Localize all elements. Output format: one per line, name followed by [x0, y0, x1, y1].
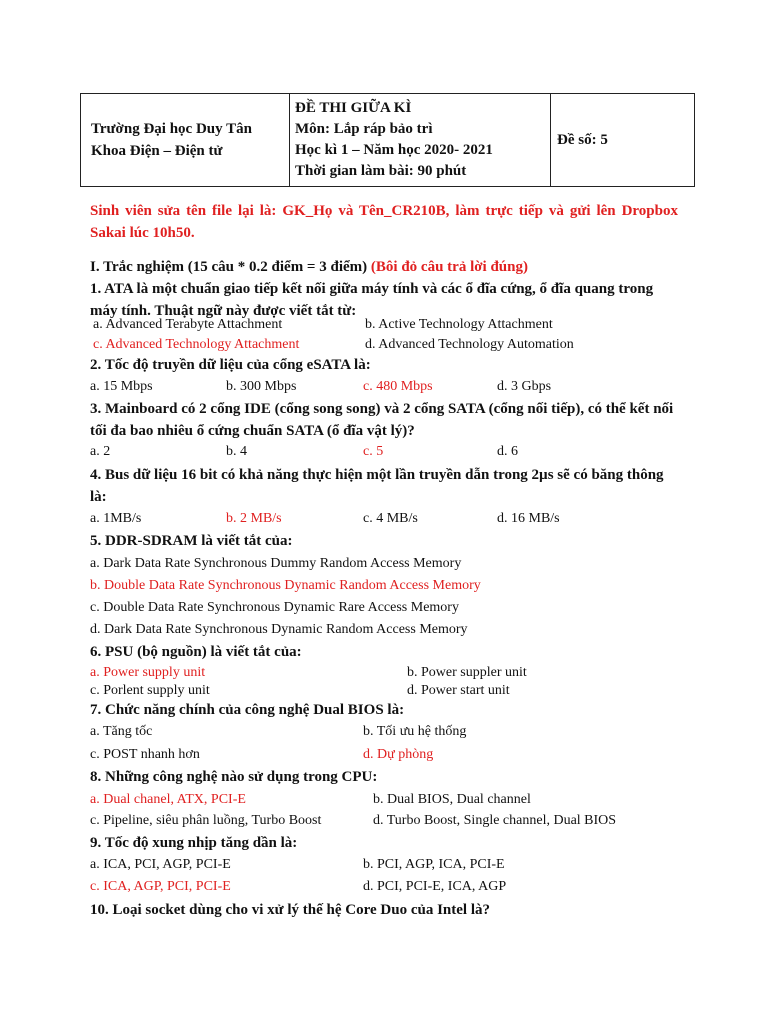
q5-option-d: d. Dark Data Rate Synchronous Dynamic Random Access Memory — [90, 622, 468, 637]
exam-code-cell — [551, 94, 695, 187]
school-name: Trường Đại học Duy Tân — [91, 121, 252, 137]
question-3: 3. Mainboard có 2 cổng IDE (cổng song song) và 2 cổng SATA (cổng nối tiếp), có thể kết nối tối đa bao nhiêu ổ cứng chuẩn SATA (ổ đĩa vật lý)? — [90, 401, 674, 439]
q8-option-c: c. Pipeline, siêu phân luồng, Turbo Boost — [90, 813, 322, 828]
q9-option-d: d. PCI, PCI-E, ICA, AGP — [363, 879, 507, 894]
q9-option-c: c. ICA, AGP, PCI, PCI-E — [90, 879, 231, 894]
q5-option-b: b. Double Data Rate Synchronous Dynamic Random Access Memory — [90, 578, 481, 593]
q5-option-a: a. Dark Data Rate Synchronous Dummy Random Access Memory — [90, 556, 462, 571]
q7-option-d-wrap — [363, 747, 433, 763]
q1-option-b: b. Active Technology Attachment — [365, 317, 553, 332]
q7-option-b: b. Tối ưu hệ thống — [363, 724, 467, 739]
q7-option-d: d. Dự phòng — [363, 747, 434, 762]
question-7: 7. Chức năng chính của công nghệ Dual BIOS là: — [90, 702, 405, 718]
q5-option-c: c. Double Data Rate Synchronous Dynamic Rare Access Memory — [90, 600, 459, 615]
q4-option-a: a. 1MB/s — [90, 511, 142, 526]
q6-option-c: c. Porlent supply unit — [90, 683, 210, 698]
question-10: 10. Loại socket dùng cho vi xử lý thế hệ Core Duo của Intel là? — [90, 902, 490, 918]
exam-header-table — [80, 93, 695, 187]
q3-option-c: c. 5 — [363, 444, 384, 459]
question-1: 1. ATA là một chuẩn giao tiếp kết nối giữa máy tính và các ổ đĩa cứng, ổ đĩa quang trong máy tính. Thuật ngữ này được viết tắt từ: — [90, 281, 654, 319]
q9-option-b: b. PCI, AGP, ICA, PCI-E — [363, 857, 505, 872]
duration: Thời gian làm bài: 90 phút — [295, 163, 467, 179]
exam-title: ĐỀ THI GIỮA KÌ — [295, 100, 412, 116]
q8-option-a: a. Dual chanel, ATX, PCI-E — [90, 792, 246, 807]
q4-option-d: d. 16 MB/s — [497, 511, 560, 526]
q2-option-d: d. 3 Gbps — [497, 379, 552, 394]
q3-option-d: d. 6 — [497, 444, 518, 459]
q7-option-c: c. POST nhanh hơn — [90, 747, 200, 762]
q9-option-a: a. ICA, PCI, AGP, PCI-E — [90, 857, 231, 872]
faculty-name: Khoa Điện – Điện tử — [91, 143, 223, 159]
q8-option-d: d. Turbo Boost, Single channel, Dual BIOS — [373, 813, 617, 828]
school-cell — [81, 94, 290, 187]
q8-option-b: b. Dual BIOS, Dual channel — [373, 792, 531, 807]
question-2: 2. Tốc độ truyền dữ liệu của cổng eSATA là: — [90, 357, 371, 373]
q1-option-d: d. Advanced Technology Automation — [365, 337, 574, 352]
q4-option-b: b. 2 MB/s — [226, 511, 282, 526]
q6-option-a: a. Power supply unit — [90, 665, 206, 680]
section-heading: I. Trắc nghiệm (15 câu * 0.2 điểm = 3 điểm) — [90, 259, 368, 275]
q1-option-c: c. Advanced Technology Attachment — [93, 337, 300, 352]
question-4: 4. Bus dữ liệu 16 bit có khả năng thực hiện một lần truyền dẫn trong 2µs sẽ có băng thông là: — [90, 467, 664, 505]
q4-option-c: c. 4 MB/s — [363, 511, 418, 526]
q3-option-b: b. 4 — [226, 444, 247, 459]
question-5: 5. DDR-SDRAM là viết tắt của: — [90, 533, 293, 549]
q7-option-a: a. Tăng tốc — [90, 724, 153, 739]
question-8: 8. Những công nghệ nào sử dụng trong CPU: — [90, 769, 378, 785]
section-note: (Bôi đỏ câu trả lời đúng) — [370, 259, 528, 275]
q6-option-b: b. Power suppler unit — [407, 665, 527, 680]
q2-option-b: b. 300 Mbps — [226, 379, 297, 394]
instructions: Sinh viên sửa tên file lại là: GK_Họ và Tên_CR210B, làm trực tiếp và gửi lên Dropbox Sakai lúc 10h50. — [90, 203, 678, 241]
q1-option-a: a. Advanced Terabyte Attachment — [93, 317, 283, 332]
q2-option-a: a. 15 Mbps — [90, 379, 153, 394]
exam-info-cell — [290, 94, 551, 187]
question-6: 6. PSU (bộ nguồn) là viết tắt của: — [90, 644, 302, 660]
section-title — [90, 259, 528, 276]
subject: Môn: Lắp ráp bảo trì — [295, 121, 433, 137]
question-9: 9. Tốc độ xung nhịp tăng dần là: — [90, 835, 298, 851]
term: Học kì 1 – Năm học 2020- 2021 — [295, 142, 493, 158]
q3-option-a: a. 2 — [90, 444, 111, 459]
q2-option-c: c. 480 Mbps — [363, 379, 433, 394]
q6-option-d: d. Power start unit — [407, 683, 510, 698]
exam-code: Đề số: 5 — [557, 131, 608, 148]
